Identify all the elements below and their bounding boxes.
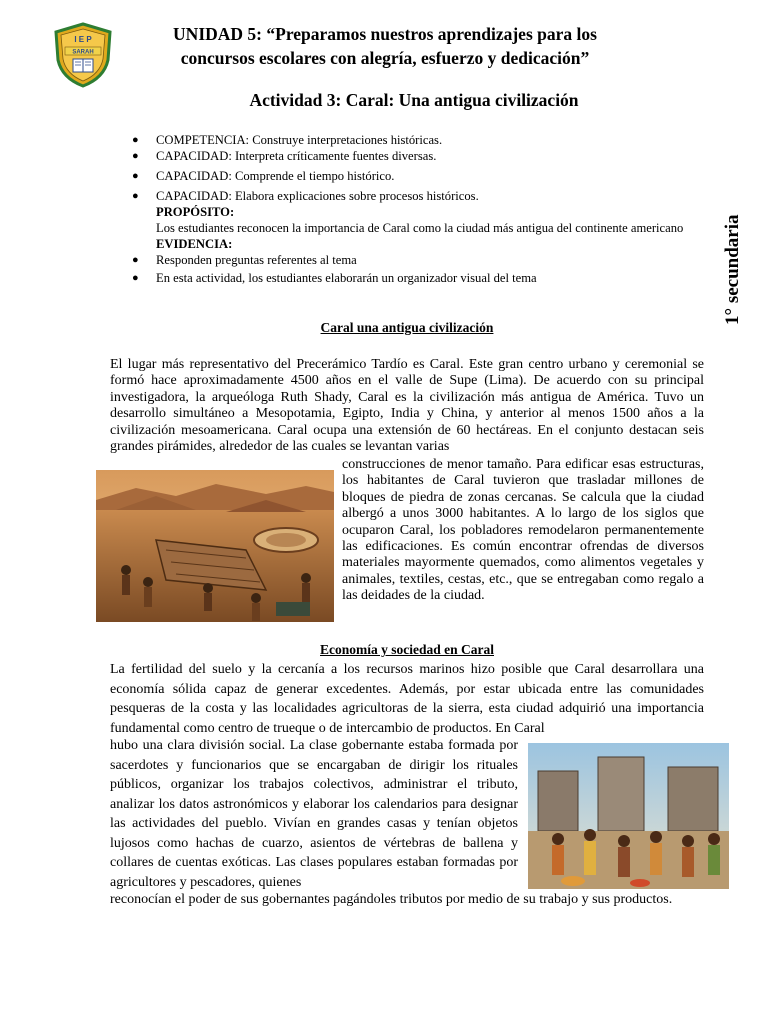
bullet-item: ● CAPACIDAD: Interpreta críticamente fuentes diversas. [132, 149, 437, 163]
bullet-icon: ● [132, 190, 139, 202]
bullet-icon: ● [132, 134, 139, 146]
unit-title-line-1: UNIDAD 5: “Preparamos nuestros aprendizajes para los [173, 24, 597, 44]
bullet-item: ● CAPACIDAD: Comprende el tiempo histórico. [132, 169, 395, 183]
section-title-economy: Economía y sociedad en Caral [320, 642, 494, 657]
svg-text:I E P: I E P [74, 35, 92, 44]
bullet-icon: ● [132, 150, 139, 162]
svg-text:SARAH: SARAH [72, 49, 94, 56]
evidence-item: ● Responden preguntas referentes al tema [132, 253, 357, 267]
bullet-icon: ● [132, 170, 139, 182]
proposito-label: PROPÓSITO: [156, 205, 235, 219]
school-crest-icon [52, 22, 114, 88]
bullet-item: ● CAPACIDAD: Elabora explicaciones sobre procesos históricos. [132, 189, 479, 203]
grade-side-label: 1° secundaria [722, 214, 743, 326]
caral-construction-illustration [96, 470, 334, 622]
proposito-text: Los estudiantes reconocen la importancia de Caral como la ciudad más antigua del continente americano [156, 221, 684, 235]
school-logo [52, 22, 114, 88]
evidencia-label: EVIDENCIA: [156, 237, 233, 251]
bullet-icon: ● [132, 254, 139, 266]
economy-paragraph: La fertilidad del suelo y la cercanía a los recursos marinos hizo posible que Caral desarrollara una economía sólida capaz de generar excedentes. Además, por estar ubicada entre las comunidades pesqueras de la costa y las localidades agricultoras de la sierra, esta ciudad adquirió una importancia fundamental como centro de trueque o de intercambio de productos. En Caral [110, 662, 704, 736]
economy-paragraph-wrap: hubo una clara división social. La clase gobernante estaba formada por sacerdotes y funcionarios que se encargaban de dirigir los rituales públicos, organizar los trabajos colectivos, administrar el tributo, analizar los datos astronómicos y elaborar los calendarios para designar las actividades del pueblo. Vivían en grandes casas y tenían objetos lujosos como hachas de cuarzo, asientos de vértebras de ballena y collares de cuentas exóticas. Las clases populares estaban formadas por agricultores y pescadores, quienes [110, 738, 518, 890]
bullet-item: ● COMPETENCIA: Construye interpretaciones históricas. [132, 133, 443, 147]
section-title-caral: Caral una antigua civilización [320, 320, 494, 335]
economy-paragraph-end: reconocían el poder de sus gobernantes pagándoles tributos por medio de su trabajo y sus productos. [110, 892, 673, 907]
caral-society-illustration [528, 743, 729, 889]
evidence-item: ● En esta actividad, los estudiantes elaborarán un organizador visual del tema [132, 271, 537, 285]
activity-title: Actividad 3: Caral: Una antigua civilización [249, 90, 579, 110]
unit-title-line-2: concursos escolares con alegría, esfuerzo y dedicación” [180, 48, 590, 68]
bullet-icon: ● [132, 272, 139, 284]
objectives-block [132, 132, 704, 286]
unit-title [120, 22, 650, 70]
caral-paragraph: El lugar más representativo del Precerámico Tardío es Caral. Este gran centro urbano y ceremonial se formó hace aproximadamente 4500 años en el valle de Supe (Lima). De acuerdo con su principal investigadora, la arqueóloga Ruth Shady, Caral es la civilización más antigua de América. Tuvo un desarrollo simultáneo a Mesopotamia, Egipto, India y China, y anterior al menos 1500 años a la civilización mesoamericana. Caral ocupa una extensión de 60 hectáreas. En el conjunto destacan seis grandes pirámides, alrededor de las cuales se levantan varias [110, 357, 704, 455]
caral-paragraph-wrap: construcciones de menor tamaño. Para edificar esas estructuras, los habitantes de Caral tuvieron que trasladar millones de bloques de piedra de zonas cercanas. Se calcula que la ciudad albergó a unos 3000 habitantes. A lo largo de los siglos que ocuparon Caral, los pobladores remodelaron permanentemente las edificaciones. Es común encontrar ofrendas de diversos materiales mayormente quemados, como alimentos vegetales y animales, textiles, cestas, etc., que se entregaban como regalo a las deidades de la ciudad. [342, 457, 704, 604]
